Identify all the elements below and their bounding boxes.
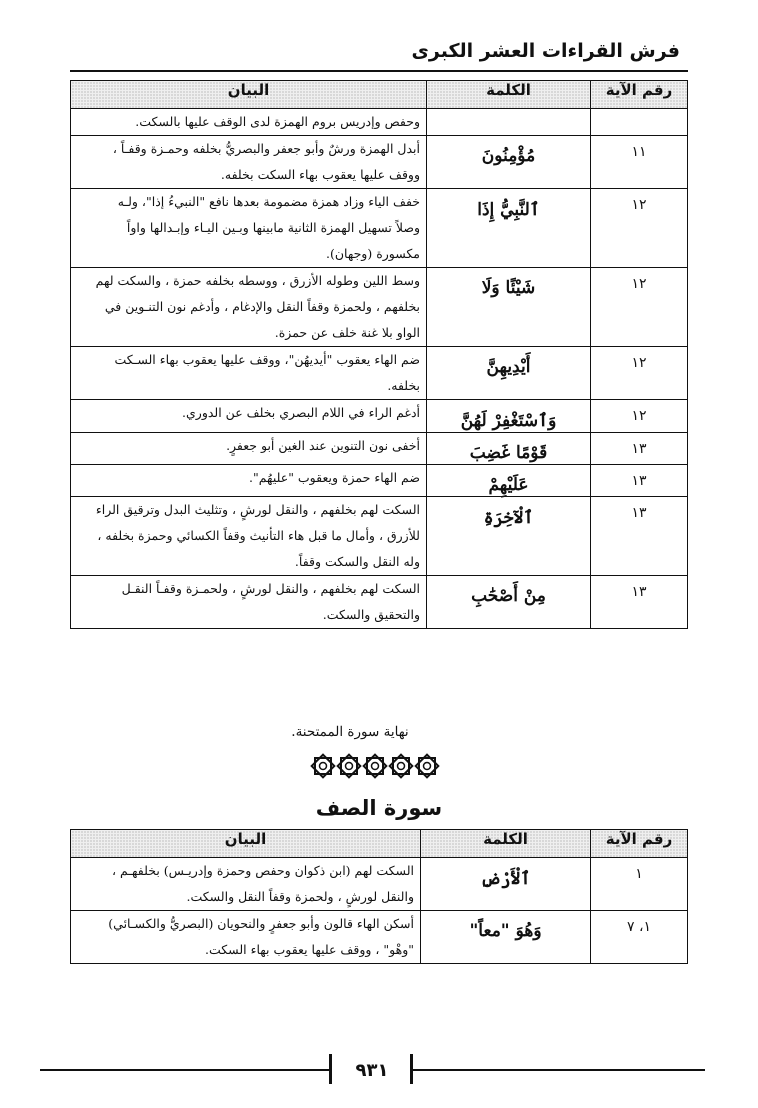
ayah-number: ١٢ — [591, 268, 688, 347]
table-row — [71, 189, 688, 268]
explanation-line: وصلاً تسهيل الهمزة الثانية مابينها وبـين اليـاء وإبـدالها واواً — [126, 220, 420, 235]
explanation-cell — [71, 109, 427, 136]
explanation-cell — [71, 465, 427, 497]
explanation-cell — [71, 911, 421, 964]
table-row — [71, 576, 688, 629]
explanation-line: أسكن الهاء قالون وأبو جعفرٍ والنحويان (البصريُّ والكسـائي) — [108, 916, 414, 931]
col-header-word: الكلمة — [427, 81, 591, 109]
ayah-number: ١٢ — [591, 189, 688, 268]
table-row — [71, 109, 688, 136]
table-row — [71, 433, 688, 465]
quran-word: ٱلْآخِرَةِ — [427, 497, 591, 576]
explanation-cell — [71, 576, 427, 629]
footer-rule-left — [40, 1069, 332, 1071]
star-ornament-icon — [310, 753, 440, 779]
quran-word: أَيْدِيهِنَّ — [427, 347, 591, 400]
table-row — [71, 497, 688, 576]
col-header-ayah: رقم الآية — [591, 830, 688, 858]
page-number: ٩٣١ — [355, 1060, 389, 1081]
ayah-number: ١٢ — [591, 400, 688, 433]
col-header-ayah: رقم الآية — [591, 81, 688, 109]
quran-word: قَوْمًا غَضِبَ — [427, 433, 591, 465]
explanation-line: ضم الهاء يعقوب "أيديهُن"، ووقف عليها يعقوب بهاء السـكت — [114, 352, 420, 367]
explanation-cell — [71, 268, 427, 347]
quran-word: مِنْ أَصْحَٰبِ — [427, 576, 591, 629]
explanation-line: السكت لهم بخلفهم ، والنقل لورشٍ ، وتثليث البدل وترقيق الراء — [95, 502, 420, 517]
ayah-number: ١، ٧ — [591, 911, 688, 964]
ayah-number: ١٣ — [591, 465, 688, 497]
table-row — [71, 268, 688, 347]
explanation-line: الواو بلا غنة خلف عن حمزة. — [274, 325, 420, 340]
explanation-line: وحفص وإدريس بروم الهمزة لدى الوقف عليها بالسكت. — [135, 114, 420, 129]
running-head: فرش القراءات العشر الكبرى — [411, 40, 680, 62]
explanation-line: والنقل لورشٍ ، ولحمزة وقفاً النقل والسكت. — [186, 889, 414, 904]
explanation-cell — [71, 433, 427, 465]
explanation-line: والتحقيق والسكت. — [322, 607, 420, 622]
ayah-number: ١٣ — [591, 497, 688, 576]
explanation-line: وله النقل والسكت وقفاً. — [294, 554, 420, 569]
quran-word: ٱلنَّبِيُّ إِذَا — [427, 189, 591, 268]
table-row — [71, 911, 688, 964]
table-row — [71, 400, 688, 433]
col-header-explanation: البيان — [71, 830, 421, 858]
explanation-cell — [71, 347, 427, 400]
explanation-line: أخفى نون التنوين عند الغين أبو جعفرٍ. — [226, 438, 420, 453]
ayah-number: ١٣ — [591, 576, 688, 629]
explanation-line: ووقف عليها يعقوب بهاء السكت بخلفه. — [220, 167, 420, 182]
table-row — [71, 347, 688, 400]
explanation-line: أدغم الراء في اللام البصري بخلف عن الدوري. — [182, 405, 420, 420]
surah-title: سورة الصف — [315, 796, 443, 820]
col-header-word: الكلمة — [421, 830, 591, 858]
ayah-number: ١ — [591, 858, 688, 911]
explanation-line: ضم الهاء حمزة ويعقوب "عليهُم". — [249, 470, 420, 485]
explanation-cell — [71, 497, 427, 576]
explanation-line: وسط اللين وطوله الأزرق ، ووسطه بخلفه حمزة ، والسكت لهم — [95, 273, 420, 288]
quran-word: شَيْئًا وَلَا — [427, 268, 591, 347]
table-as-saff — [70, 829, 688, 964]
ayah-number: ١١ — [591, 136, 688, 189]
explanation-line: خفف الياء وزاد همزة مضمومة بعدها نافع "النبيءُ إذا"، ولـه — [117, 194, 420, 209]
explanation-line: للأزرق ، وأمال ما قبل هاء التأنيث وقفاً الكسائي وحمزة بخلفه ، — [97, 528, 420, 543]
col-header-explanation: البيان — [71, 81, 427, 109]
table-al-mumtahanah — [70, 80, 688, 629]
explanation-cell — [71, 400, 427, 433]
table-row — [71, 136, 688, 189]
quran-word — [427, 109, 591, 136]
explanation-cell — [71, 136, 427, 189]
explanation-line: مكسورة (وجهان). — [325, 246, 420, 261]
quran-word: عَلَيْهِمْ — [427, 465, 591, 497]
explanation-cell — [71, 189, 427, 268]
quran-word: وَهُوَ "معاً" — [421, 911, 591, 964]
explanation-line: السكت لهم بخلفهم ، والنقل لورشٍ ، ولحمـزة وقفـاً النقـل — [121, 581, 420, 596]
quran-word: مُؤْمِنُونَ — [427, 136, 591, 189]
explanation-line: بخلفهم ، ولحمزة وقفاً النقل والإدغام ، وأدغم نون التنـوين في — [104, 299, 420, 314]
explanation-line: بخلفه. — [387, 378, 420, 393]
header-rule — [70, 70, 688, 72]
quran-word: ٱلْأَرْضِ — [421, 858, 591, 911]
explanation-line: السكت لهم (ابن ذكوان وحفص وحمزة وإدريـس) بخلفهـم ، — [112, 863, 414, 878]
table-row — [71, 858, 688, 911]
quran-word: وَٱسْتَغْفِرْ لَهُنَّ — [427, 400, 591, 433]
explanation-line: أبدل الهمزة ورشٌ وأبو جعفر والبصريُّ بخلفه وحمـزة وقفـاً ، — [112, 141, 420, 156]
ayah-number: ١٣ — [591, 433, 688, 465]
footer-rule-right — [413, 1069, 705, 1071]
explanation-cell — [71, 858, 421, 911]
table-row — [71, 465, 688, 497]
explanation-line: "وهْو" ، ووقف عليها يعقوب بهاء السكت. — [205, 942, 414, 957]
ayah-number — [591, 109, 688, 136]
ayah-number: ١٢ — [591, 347, 688, 400]
end-of-surah-note: نهاية سورة الممتحنة. — [291, 724, 409, 740]
